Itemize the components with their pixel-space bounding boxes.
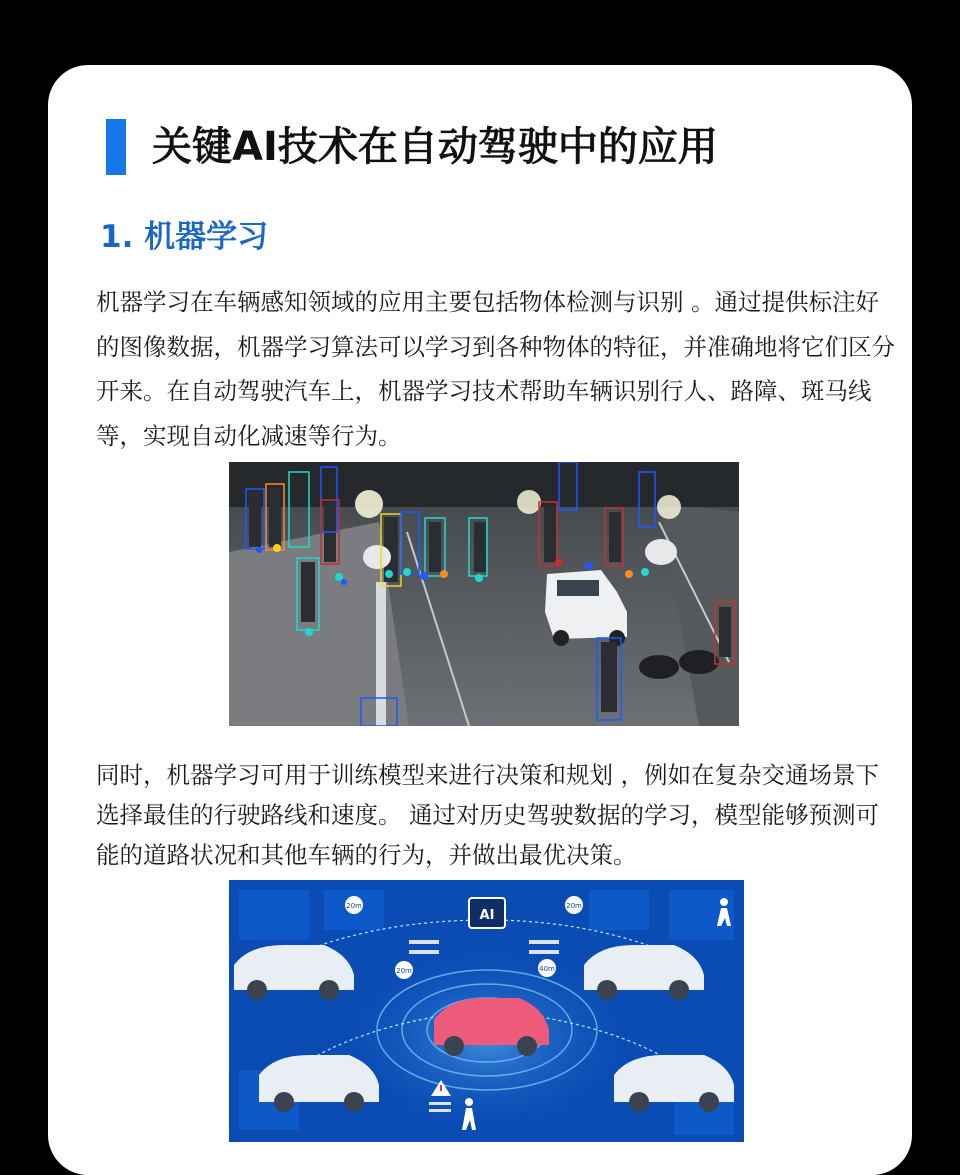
title-accent-bar <box>106 119 126 175</box>
page-title: 关键AI技术在自动驾驶中的应用 <box>152 124 718 170</box>
paragraph-perception: 机器学习在车辆感知领域的应用主要包括物体检测与识别 。通过提供标注好的图像数据，机器学习算法可以学习到各种物体的特征，并准确地将它们区分开来。在自动驾驶汽车上，机器学习技术帮助车辆识别行人、路障、斑马线等，实现自动化减速等行为。 <box>96 288 895 450</box>
connected-cars-illustration <box>229 880 744 1142</box>
article-card <box>48 65 912 1175</box>
ai-chip-icon <box>469 898 505 928</box>
object-detection-photo <box>229 462 739 726</box>
distance-label: 20m <box>346 902 362 910</box>
distance-label: 20m <box>396 967 412 975</box>
distance-label: 40m <box>539 965 555 973</box>
ai-chip-label: AI <box>479 908 495 923</box>
paragraph-decision: 同时，机器学习可用于训练模型来进行决策和规划 ，例如在复杂交通场景下选择最佳的行驶路线和速度。 通过对历史驾驶数据的学习，模型能够预测可能的道路状况和其他车辆的行为，并做出最优决策。 <box>96 761 879 869</box>
distance-label: 20m <box>566 902 582 910</box>
section-heading: 1. 机器学习 <box>100 219 269 255</box>
